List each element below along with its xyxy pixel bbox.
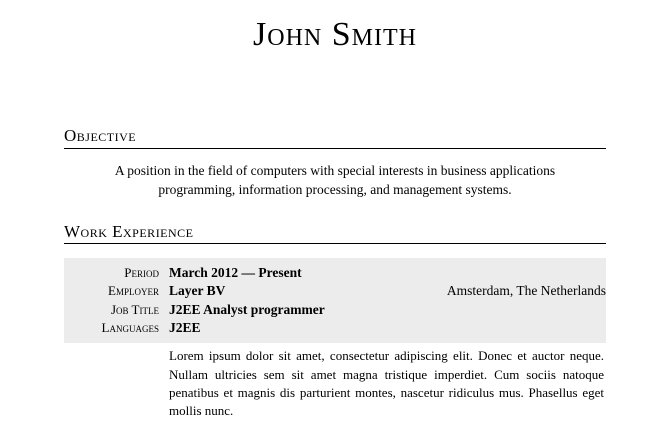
entry-row-job-title	[64, 301, 606, 319]
entry-row-period	[64, 264, 606, 282]
resume-page	[0, 10, 670, 419]
experience-entry-header	[64, 258, 606, 343]
entry-row-employer	[64, 282, 606, 300]
experience-entry	[64, 258, 606, 421]
field-label-languages: Languages	[101, 319, 159, 335]
section-heading-objective: Objective	[64, 126, 606, 149]
entry-row-languages	[64, 319, 606, 337]
experience-description: Lorem ipsum dolor sit amet, consectetur adipiscing elit. Donec et auctor neque. Nullam ultricies sem sit amet magna tristique imperdiet. Cum sociis natoque penatibus et magnis dis parturient montes, nascetur ridiculus mus. Phasellus eget mollis nunc.	[169, 348, 604, 419]
field-value-languages: J2EE	[169, 319, 201, 335]
field-right-employer-location: Amsterdam, The Netherlands	[446, 283, 606, 299]
field-label-period: Period	[124, 265, 159, 281]
objective-section	[64, 126, 606, 200]
page-title: John Smith	[253, 16, 417, 53]
field-value-period: March 2012 — Present	[169, 265, 302, 281]
section-heading-work-experience: Work Experience	[64, 222, 606, 245]
field-value-employer: Layer BV	[169, 283, 226, 299]
objective-text: A position in the field of computers with special interests in business applications programming, information processing, and management systems.	[114, 162, 556, 198]
field-label-job-title: Job Title	[110, 301, 159, 317]
work-experience-section	[64, 222, 606, 421]
field-label-employer: Employer	[108, 283, 159, 299]
field-value-job-title: J2EE Analyst programmer	[169, 301, 325, 317]
